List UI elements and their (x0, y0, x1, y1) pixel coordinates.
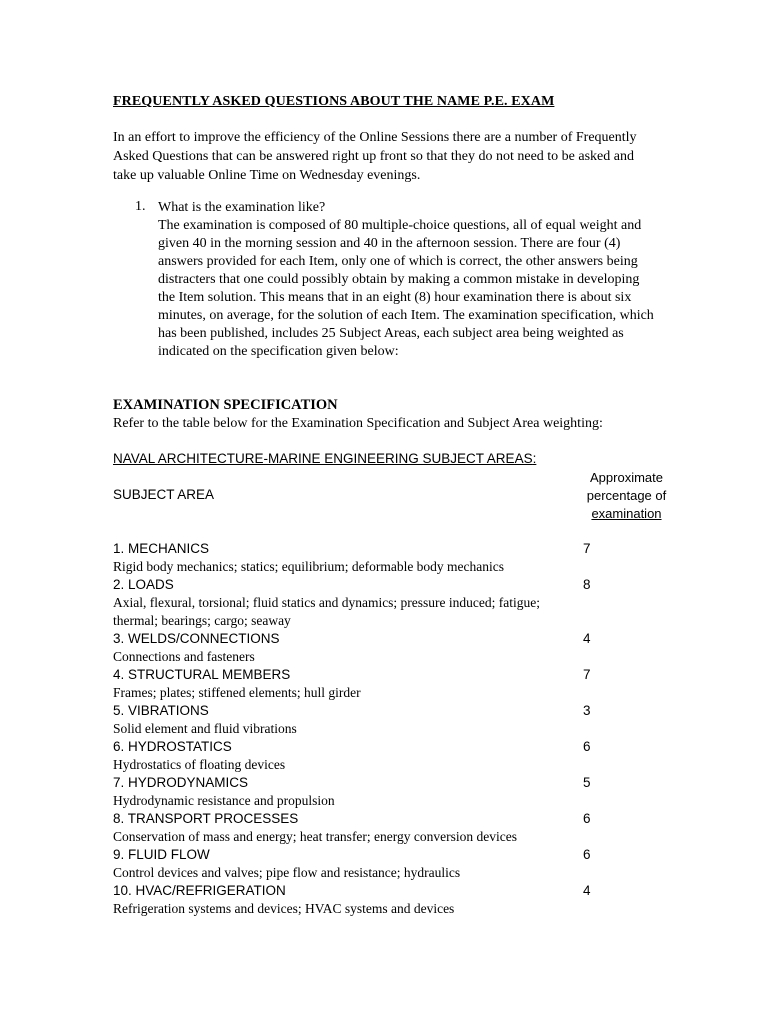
subject-area-percentage: 5 (583, 775, 591, 790)
subject-area-percentage: 6 (583, 811, 591, 826)
subject-area-row (113, 702, 673, 738)
subject-area-name: 8. TRANSPORT PROCESSES (113, 811, 299, 826)
section-title (113, 451, 536, 466)
subject-area-description: Conservation of mass and energy; heat transfer; energy conversion devices (113, 829, 517, 844)
subject-area-name: 9. FLUID FLOW (113, 847, 210, 862)
subject-area-percentage: 8 (583, 577, 591, 592)
subject-area-name: 6. HYDROSTATICS (113, 739, 232, 754)
subject-area-row (113, 774, 673, 810)
subject-area-percentage: 4 (583, 631, 591, 646)
subject-area-name: 1. MECHANICS (113, 541, 210, 556)
subject-area-description: Hydrodynamic resistance and propulsion (113, 793, 335, 808)
pct-header-line-3: examination (591, 506, 662, 521)
subject-area-row (113, 540, 673, 576)
subject-area-description: Control devices and valves; pipe flow and resistance; hydraulics (113, 865, 461, 880)
intro-paragraph: In an effort to improve the efficiency of the Online Sessions there are a number of Frequently Asked Questions that can be answered right up front so that they do not need to be asked and take up valuable Online Time on Wednesday evenings. (113, 130, 637, 183)
subject-area-percentage: 7 (583, 667, 591, 682)
subject-area-row (113, 630, 673, 666)
subject-area-row (113, 846, 673, 882)
question-number: 1. (135, 199, 146, 214)
subject-area-row (113, 882, 673, 918)
spec-heading: EXAMINATION SPECIFICATION (113, 397, 338, 413)
subject-area-description: Solid element and fluid vibrations (113, 721, 297, 736)
subject-area-name: 4. STRUCTURAL MEMBERS (113, 667, 291, 682)
subject-area-description: Axial, flexural, torsional; fluid statics and dynamics; pressure induced; fatigue; thermal; bearings; cargo; seaway (113, 595, 541, 628)
question-answer: The examination is composed of 80 multiple-choice questions, all of equal weight and given 40 in the morning session and 40 in the afternoon session. There are four (4) answers provided for each Item, only one of which is correct, the other answers being distracters that one could possibly obtain by making a common mistake in developing the Item solution. This means that in an eight (8) hour examination there is about six minutes, on average, for the solution of each Item. The examination specification, which has been published, includes 25 Subject Areas, each subject area being weighted as indicated on the specification given below: (158, 218, 654, 359)
subject-area-row (113, 576, 673, 630)
question-text: What is the examination like? (158, 200, 326, 215)
subject-area-row (113, 810, 673, 846)
subject-area-name: 3. WELDS/CONNECTIONS (113, 631, 280, 646)
subject-area-name: 2. LOADS (113, 577, 174, 592)
subject-area-name: 5. VIBRATIONS (113, 703, 209, 718)
pct-header-line-2: percentage of (586, 488, 667, 503)
subject-area-list (113, 540, 673, 918)
section-title-text: NAVAL ARCHITECTURE-MARINE ENGINEERING SUBJECT AREAS (113, 451, 533, 466)
subject-area-description: Refrigeration systems and devices; HVAC systems and devices (113, 901, 455, 916)
section-title-colon: : (532, 451, 537, 466)
column-header-percentage (579, 469, 674, 523)
subject-area-name: 7. HYDRODYNAMICS (113, 775, 249, 790)
subject-area-description: Rigid body mechanics; statics; equilibrium; deformable body mechanics (113, 559, 505, 574)
subject-area-percentage: 7 (583, 541, 591, 556)
subject-area-percentage: 4 (583, 883, 591, 898)
subject-area-description: Frames; plates; stiffened elements; hull girder (113, 685, 361, 700)
subject-area-percentage: 3 (583, 703, 591, 718)
column-header-subject: SUBJECT AREA (113, 487, 215, 502)
subject-area-description: Hydrostatics of floating devices (113, 757, 286, 772)
pct-header-line-1: Approximate (590, 470, 663, 485)
page-title: FREQUENTLY ASKED QUESTIONS ABOUT THE NAME P.E. EXAM (113, 94, 555, 109)
subject-area-percentage: 6 (583, 739, 591, 754)
subject-area-row (113, 666, 673, 702)
spec-reference: Refer to the table below for the Examination Specification and Subject Area weighting: (113, 416, 603, 431)
subject-area-row (113, 738, 673, 774)
subject-area-description: Connections and fasteners (113, 649, 255, 664)
subject-area-percentage: 6 (583, 847, 591, 862)
subject-area-name: 10. HVAC/REFRIGERATION (113, 883, 286, 898)
question-block (158, 199, 658, 361)
